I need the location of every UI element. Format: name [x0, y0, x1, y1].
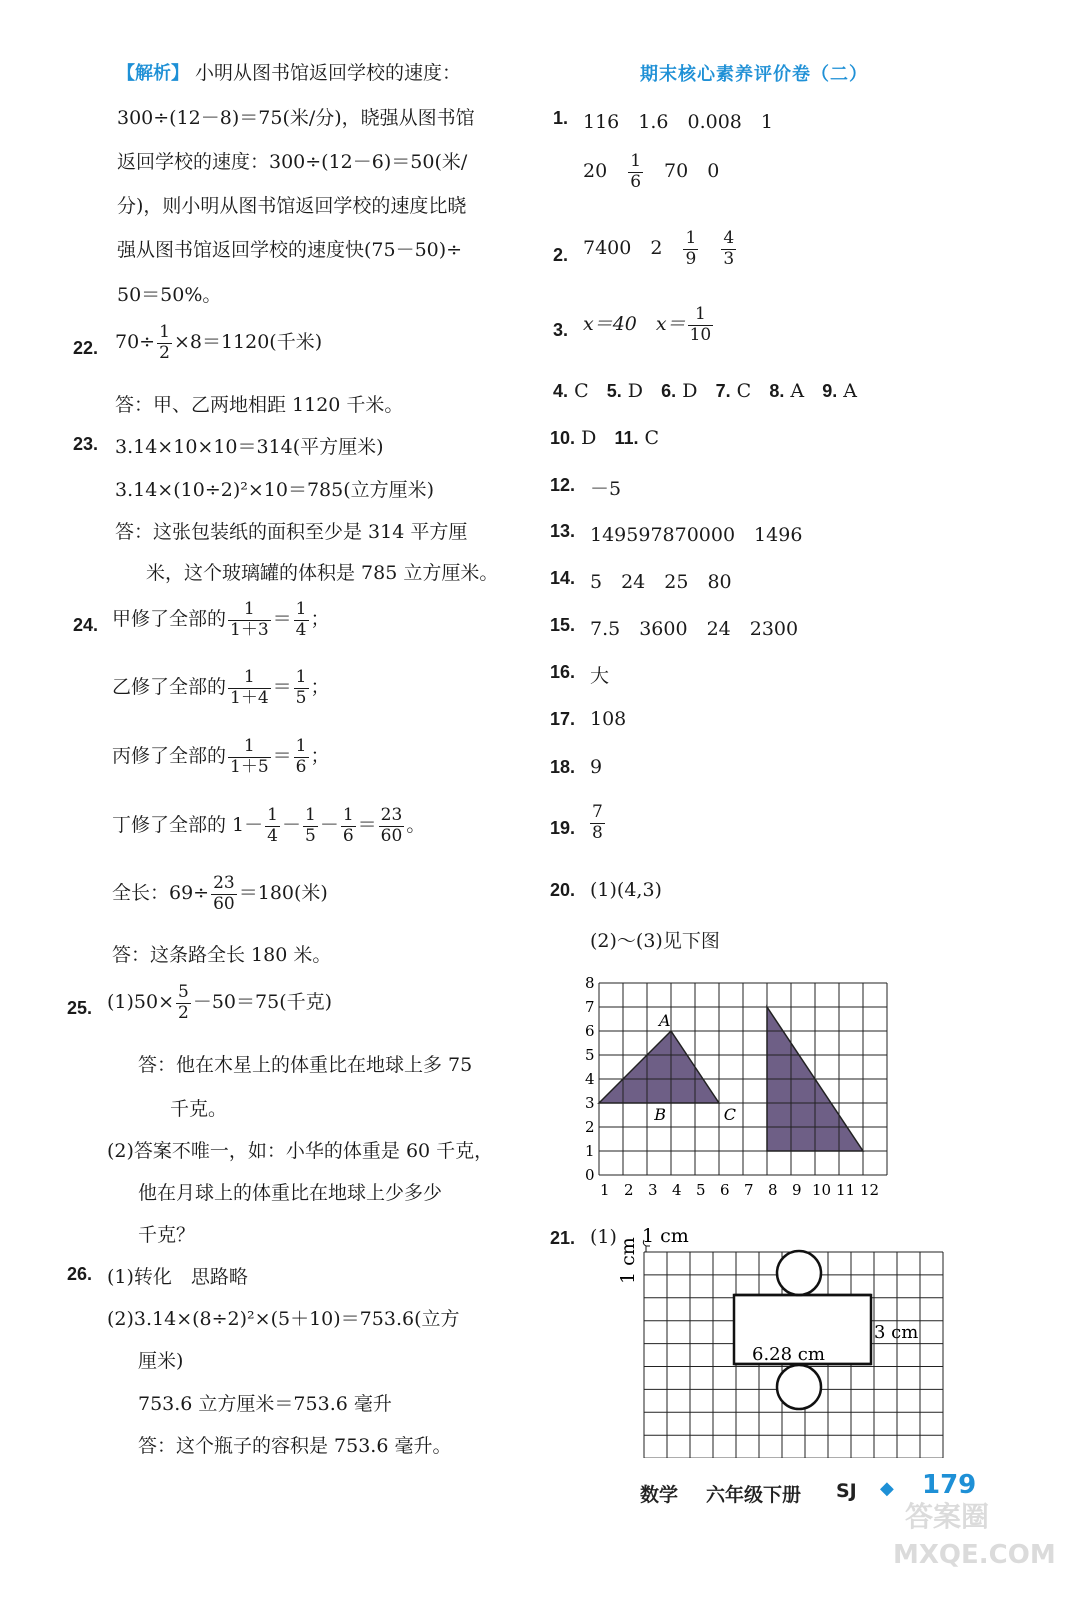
- y-tick-label: 7: [585, 998, 595, 1016]
- answer-2: 7400 2 $\frac{1}{9}$ $\frac{4}{3}$: [583, 228, 735, 269]
- analysis-line-6: 50＝50%。: [117, 284, 222, 306]
- answer-16: 大: [590, 665, 610, 687]
- q25-answer-1b: 千克。: [170, 1098, 228, 1120]
- question-number-25: 25.: [67, 998, 93, 1018]
- q24-row-1: 甲修了全部的 $\frac{1}{1+3}$ ＝ $\frac{1}{4}$ ；: [112, 599, 330, 640]
- footer-diamond-icon: ◆: [880, 1478, 894, 1499]
- answer-12: －5: [590, 478, 622, 500]
- answer-number-3: 3.: [553, 320, 569, 340]
- q25-part-2c: 千克？: [138, 1224, 196, 1246]
- q25-answer-1a: 答：他在木星上的体重比在地球上多 75: [138, 1054, 473, 1076]
- question-number-22: 22.: [73, 338, 99, 358]
- y-tick-label: 0: [585, 1166, 595, 1184]
- x-tick-label: 6: [720, 1181, 730, 1199]
- label-a: A: [659, 1011, 671, 1031]
- answer-number-15: 15.: [550, 615, 576, 635]
- answer-number-21: 21.: [550, 1228, 576, 1248]
- dim-top-label: 1 cm: [642, 1225, 689, 1247]
- q25-part-2b: 他在月球上的体重比在地球上少多少: [138, 1182, 443, 1204]
- answer-13: 149597870000 1496: [590, 524, 803, 546]
- rect-width-label: 6.28 cm: [752, 1344, 825, 1365]
- q22-equation: 70÷ $\frac{1}{2}$ ×8＝1120(千米): [115, 322, 323, 363]
- answer-21-part: (1): [590, 1226, 617, 1248]
- answer-number-2: 2.: [553, 245, 569, 265]
- answer-number-1: 1.: [553, 108, 569, 128]
- dim-left-label: 1 cm: [617, 1237, 639, 1284]
- answer-number-16: 16.: [550, 662, 576, 682]
- q24-row-3: 丙修了全部的 $\frac{1}{1+5}$ ＝ $\frac{1}{6}$ ；: [112, 736, 330, 777]
- fraction: $\frac{1}{2}$: [159, 322, 170, 363]
- footer-edition: SJ: [836, 1480, 857, 1502]
- x-tick-label: 4: [672, 1181, 682, 1199]
- x-tick-label: 9: [792, 1181, 802, 1199]
- triangle-abc: [599, 1031, 719, 1103]
- x-tick-label: 2: [624, 1181, 634, 1199]
- answer-number-19: 19.: [550, 818, 576, 838]
- analysis-line-1: [117, 58, 461, 85]
- answer-number-17: 17.: [550, 709, 576, 729]
- q23-line-1: 3.14×10×10＝314(平方厘米): [115, 436, 384, 458]
- net-top-circle: [777, 1251, 821, 1295]
- analysis-line-4: 分)，则小明从图书馆返回学校的速度比晓: [117, 195, 467, 217]
- q26-line-5: 答：这个瓶子的容积是 753.6 毫升。: [138, 1435, 452, 1457]
- answer-number-20: 20.: [550, 880, 576, 900]
- answer-19: $\frac{7}{8}$: [592, 802, 603, 843]
- answer-number-18: 18.: [550, 757, 576, 777]
- label-b: B: [654, 1104, 666, 1124]
- section-title: 期末核心素养评价卷（二）: [640, 64, 868, 85]
- q24-answer: 答：这条路全长 180 米。: [112, 944, 332, 966]
- x-tick-label: 3: [648, 1181, 658, 1199]
- footer-subject: 数学: [640, 1484, 679, 1506]
- x-tick-label: 11: [836, 1181, 856, 1199]
- q26-line-3: 厘米): [138, 1350, 184, 1372]
- answer-1-line-2: 20 $\frac{1}{6}$ 70 0: [583, 151, 720, 192]
- rect-height-label: 3 cm: [874, 1322, 919, 1343]
- x-tick-label: 7: [744, 1181, 754, 1199]
- answer-20-part-1: (1)(4,3): [590, 879, 662, 901]
- q23-line-4: 米，这个玻璃罐的体积是 785 立方厘米。: [146, 562, 499, 584]
- y-tick-label: 1: [585, 1142, 595, 1160]
- answers-4-to-9: 4. C 5. D 6. D 7. C 8. A 9. A: [553, 380, 858, 402]
- footer-grade: 六年级下册: [706, 1484, 802, 1506]
- question-number-26: 26.: [67, 1264, 93, 1284]
- q24-row-5: 全长：69÷ $\frac{23}{60}$ ＝180(米): [112, 873, 328, 914]
- answer-3: x＝40 x＝ $\frac{1}{10}$: [583, 304, 712, 345]
- q25-part-1: (1)50× $\frac{5}{2}$ －50＝75(千克): [107, 982, 333, 1023]
- analysis-tag: 【解析】: [117, 63, 189, 84]
- x-tick-label: 8: [768, 1181, 778, 1199]
- y-tick-label: 2: [585, 1118, 595, 1136]
- page-number: 179: [922, 1470, 977, 1500]
- answer-number-13: 13.: [550, 521, 576, 541]
- q26-line-2: (2)3.14×(8÷2)²×(5＋10)＝753.6(立方: [107, 1308, 460, 1330]
- q23-line-3: 答：这张包装纸的面积至少是 314 平方厘: [115, 521, 468, 543]
- analysis-text: 小明从图书馆返回学校的速度：: [195, 62, 462, 84]
- watermark-url: MXQE.COM: [893, 1540, 1056, 1570]
- q25-part-2a: (2)答案不唯一，如：小华的体重是 60 千克，: [107, 1140, 494, 1162]
- answer-20-part-2: (2)～(3)见下图: [590, 930, 720, 952]
- answers-10-11: 10. D 11. C: [550, 427, 660, 449]
- q24-row-2: 乙修了全部的 $\frac{1}{1+4}$ ＝ $\frac{1}{5}$ ；: [112, 667, 330, 708]
- q26-line-1: (1)转化 思路略: [107, 1266, 248, 1288]
- answer-1-line-1: 116 1.6 0.008 1: [583, 111, 773, 133]
- coordinate-grid-figure: [578, 970, 908, 1200]
- q24-row-4: 丁修了全部的 1－ $\frac{1}{4}$ － $\frac{1}{5}$ － $\frac{1}{6}$ ＝ $\frac{23}{60}$ 。: [112, 805, 426, 846]
- q26-line-4: 753.6 立方厘米＝753.6 毫升: [138, 1393, 392, 1415]
- answer-18: 9: [590, 756, 603, 778]
- y-tick-label: 5: [585, 1046, 595, 1064]
- cylinder-net-figure: [612, 1222, 957, 1458]
- x-tick-label: 12: [860, 1181, 880, 1199]
- analysis-line-3: 返回学校的速度：300÷(12－6)＝50(米/: [117, 151, 468, 173]
- watermark-logo: 答案圈: [905, 1500, 990, 1533]
- net-bottom-circle: [777, 1365, 821, 1409]
- x-tick-label: 1: [600, 1181, 610, 1199]
- answer-15: 7.5 3600 24 2300: [590, 618, 799, 640]
- y-tick-label: 4: [585, 1070, 595, 1088]
- label-c: C: [723, 1104, 737, 1124]
- question-number-23: 23.: [73, 434, 99, 454]
- y-tick-label: 8: [585, 974, 595, 992]
- q22-answer: 答：甲、乙两地相距 1120 千米。: [115, 394, 404, 416]
- y-tick-label: 6: [585, 1022, 595, 1040]
- q23-line-2: 3.14×(10÷2)²×10＝785(立方厘米): [115, 479, 435, 501]
- analysis-line-5: 强从图书馆返回学校的速度快(75－50)÷: [117, 239, 463, 261]
- answer-number-12: 12.: [550, 475, 576, 495]
- analysis-line-2: 300÷(12－8)＝75(米/分)，晓强从图书馆: [117, 107, 475, 129]
- x-tick-label: 10: [812, 1181, 832, 1199]
- y-tick-label: 3: [585, 1094, 595, 1112]
- x-tick-label: 5: [696, 1181, 706, 1199]
- question-number-24: 24.: [73, 615, 99, 635]
- answer-14: 5 24 25 80: [590, 571, 732, 593]
- answer-17: 108: [590, 708, 627, 730]
- answer-number-14: 14.: [550, 568, 576, 588]
